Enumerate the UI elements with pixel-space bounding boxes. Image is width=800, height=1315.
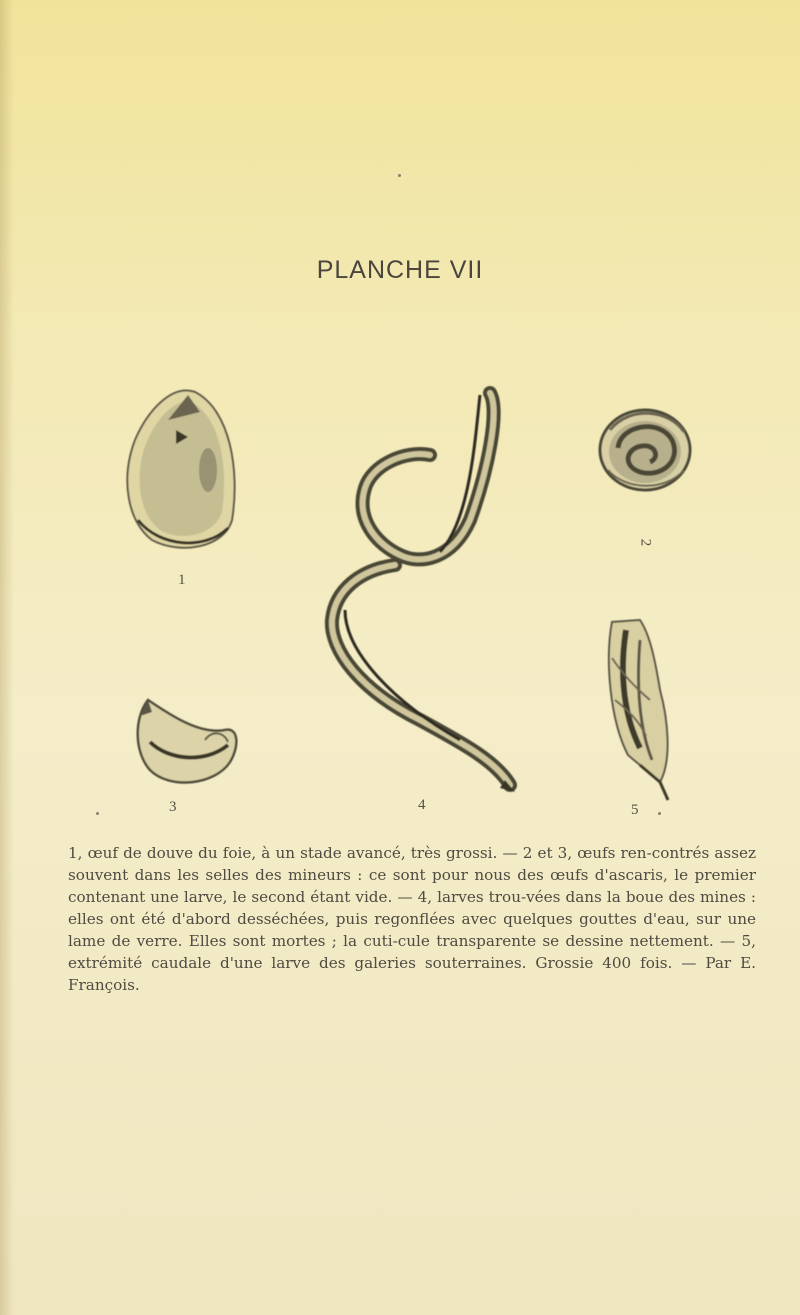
figure-4-larva — [332, 393, 515, 792]
speck-top — [398, 174, 401, 177]
speck-left — [96, 812, 99, 815]
figure-4-number: 4 — [418, 797, 426, 813]
speck-right — [658, 812, 661, 815]
figure-2-ascaris-egg — [600, 410, 690, 490]
figure-1-number: 1 — [178, 572, 186, 588]
figure-5-larva-tail — [609, 620, 668, 800]
figure-1-fluke-egg — [127, 391, 234, 548]
figure-5-number: 5 — [631, 802, 639, 818]
figure-3-number: 3 — [169, 799, 177, 815]
figure-2-number: 2 — [637, 538, 654, 547]
plate-caption: 1, œuf de douve du foie, à un stade avancé, très grossi. — 2 et 3, œufs ren-contrés assez souvent dans les selles des mineurs : ce sont pour nous des œufs d'ascaris, le premier contenant une larve, le second étant vide. — 4, larves trou-vées dans la boue des mines : elles ont été d'abord desséchées, puis regonflées avec quelques gouttes d'eau, sur une lame de verre. Elles sont mortes ; la cuti-cule transparente se dessine nettement. — 5, extrémité caudale d'une larve des galeries souterraines. Grossie 400 fois. — Par E. François. — [68, 844, 756, 994]
plate-title: PLANCHE VII — [316, 256, 484, 284]
figure-3-empty-egg — [138, 700, 237, 782]
